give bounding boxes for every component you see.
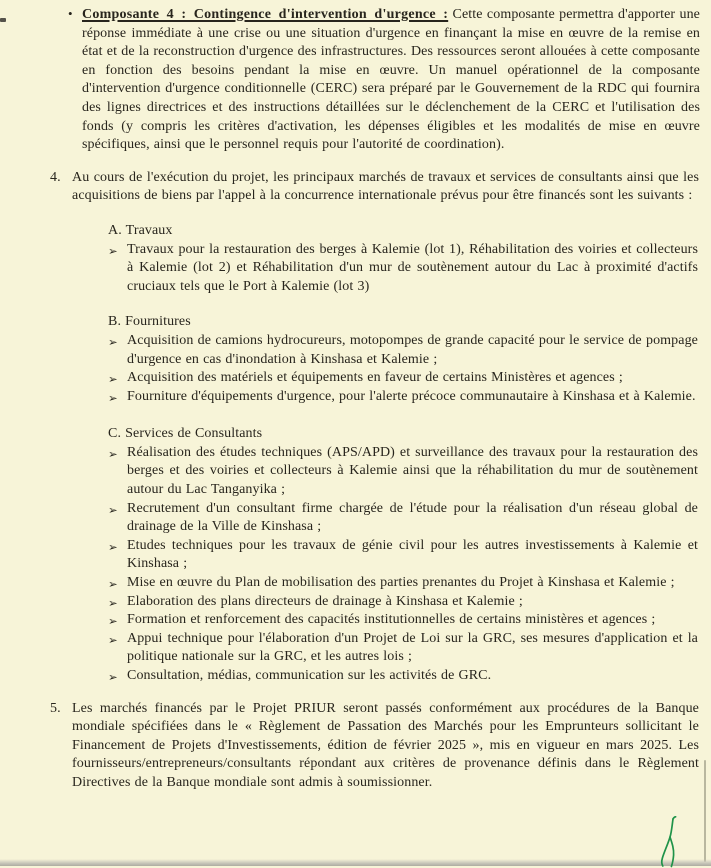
arrow-bullet-icon: ➢ (108, 390, 118, 405)
arrow-bullet-icon: ➢ (108, 577, 118, 592)
green-pen-mark (657, 816, 683, 868)
item-5-number: 5. (50, 700, 61, 716)
arrow-item-text: Acquisition des matériels et équipements en faveur de certains Ministères et agences ; (127, 370, 623, 386)
arrow-list-item (108, 537, 698, 574)
arrow-bullet-icon: ➢ (108, 372, 118, 387)
arrow-bullet-icon: ➢ (108, 539, 118, 554)
arrow-list-item (108, 574, 698, 593)
arrow-item-text: Réalisation des études techniques (APS/APD) et surveillance des travaux pour la restauration des berges et des voiries et collecteurs à Kalemie ainsi que la réhabilitation du mur de soutènement autour du Lac Tanganyika ; (127, 444, 698, 498)
arrow-bullet-icon: ➢ (108, 595, 118, 610)
section-a-label: A. Travaux (108, 222, 173, 238)
arrow-bullet-icon: ➢ (108, 614, 118, 629)
arrow-item-text: Mise en œuvre du Plan de mobilisation des parties prenantes du Projet à Kinshasa et Kalemie ; (127, 575, 675, 591)
page-bottom-edge (0, 859, 711, 866)
arrow-list-item (108, 388, 698, 407)
arrow-item-text: Travaux pour la restauration des berges à Kalemie (lot 1), Réhabilitation des voiries et collecteurs à Kalemie (lot 2) et Réhabilitation d'un mur de soutènement autour du Lac à proximité d'actifs cruciaux tels que le Port à Kalemie (lot 3) (127, 241, 698, 294)
section-c-label: C. Services de Consultants (108, 426, 263, 442)
arrow-list-item (108, 241, 698, 297)
arrow-bullet-icon: ➢ (108, 670, 118, 684)
numbered-item-5 (50, 700, 699, 793)
component-4-paragraph (68, 6, 700, 155)
arrow-item-text: Acquisition de camions hydrocureurs, motopompes de grande capacité pour le service de pompage d'urgence en cas d'inondation à Kinshasa et Kalemie ; (127, 332, 698, 367)
arrow-list-item (108, 500, 698, 537)
arrow-list-item (108, 332, 698, 369)
arrow-item-text: Consultation, médias, communication sur les activités de GRC. (127, 668, 492, 683)
section-services-consultants (108, 425, 698, 685)
bullet-icon: • (68, 6, 73, 21)
arrow-list-item (108, 593, 698, 612)
arrow-item-text: Formation et renforcement des capacités institutionnelles de certains ministères et agences ; (127, 612, 656, 628)
section-b-label: B. Fournitures (108, 314, 191, 330)
arrow-item-text: Elaboration des plans directeurs de drainage à Kinshasa et Kalemie ; (127, 593, 523, 609)
component-4-heading: Composante 4 : Contingence d'intervention d'urgence : (82, 7, 449, 22)
item-4-text: Au cours de l'exécution du projet, les principaux marchés de travaux et services de consultants ainsi que les acquisitions de biens par l'appel à la concurrence internationale prévus pour être financés sont les suivants : (72, 169, 699, 204)
item-5-text: Les marchés financés par le Projet PRIUR seront passés conformément aux procédures de la Banque mondiale spécifiées dans le « Règlement de Passation des Marchés pour les Emprunteurs sollicitant le Financement de Projets d'Investissements, édition de février 2025 », mis en vigueur en mars 2025. Les fournisseurs/entrepreneurs/consultants répondant aux critères de provenance définis dans le Règlement Directives de la Banque mondiale sont admis à soumissionner. (72, 700, 699, 790)
numbered-item-4 (50, 169, 699, 206)
page-edge-shadow (704, 760, 706, 862)
arrow-item-text: Recrutement d'un consultant firme chargée de l'étude pour la réalisation d'un réseau global de drainage de la Ville de Kinshasa ; (127, 500, 698, 535)
arrow-list-item (108, 667, 698, 686)
arrow-list-item (108, 630, 698, 667)
arrow-item-text: Appui technique pour l'élaboration d'un Projet de Loi sur la GRC, ses mesures d'application et la politique nationale sur la GRC, et les autres lois ; (127, 630, 698, 665)
green-pen-stroke (670, 837, 674, 867)
section-fournitures (108, 313, 698, 406)
arrow-list-item (108, 611, 698, 630)
arrow-bullet-icon: ➢ (108, 334, 118, 349)
item-4-number: 4. (50, 169, 61, 185)
arrow-item-text: Etudes techniques pour les travaux de génie civil pour les autres investissements à Kalemie et Kinshasa ; (127, 537, 698, 572)
section-travaux (108, 222, 698, 296)
arrow-item-text: Fourniture d'équipements d'urgence, pour l'alerte précoce communautaire à Kinshasa et à Kalemie. (127, 388, 696, 404)
arrow-bullet-icon: ➢ (108, 632, 118, 647)
component-4-body: Cette composante permettra d'apporter une réponse immédiate à une crise ou une situation d'urgence en finançant la mise en œuvre de la remise en état et de la reconstruction d'urgence des infrastructures. Des ressources seront allouées à cette composante en fonction des besoins pendant la mise en œuvre. Un manuel opérationnel de la composante d'intervention d'urgence conditionnelle (CERC) sera préparé par le Gouvernement de la RDC qui fournira des lignes directrices et des instructions détaillées sur le déclenchement de la CERC et l'utilisation des fonds (y compris les critères d'activation, les dépenses éligibles et les modalités de mise en œuvre spécifiques, ainsi que le personnel requis pour l'autorité de coordination). (82, 7, 700, 153)
arrow-bullet-icon: ➢ (108, 243, 118, 258)
arrow-bullet-icon: ➢ (108, 502, 118, 517)
arrow-list-item (108, 369, 698, 388)
arrow-list-item (108, 444, 698, 500)
arrow-bullet-icon: ➢ (108, 446, 118, 461)
scan-edge-mark (0, 18, 6, 22)
